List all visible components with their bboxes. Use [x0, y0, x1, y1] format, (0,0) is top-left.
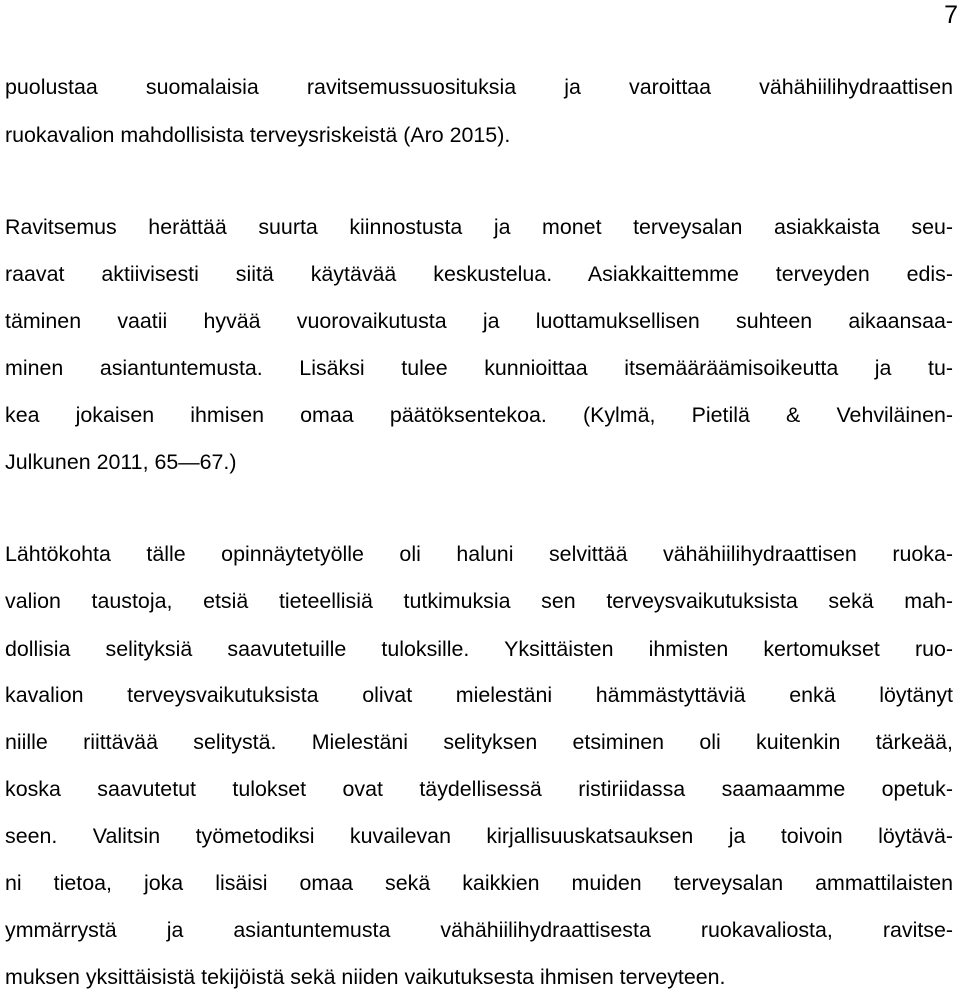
text-line: Ravitsemus herättää suurta kiinnostusta ja monet terveysalan asiakkaista seu-: [5, 215, 953, 239]
text-line: Julkunen 2011, 65—67.): [5, 450, 237, 474]
text-line: dollisia selityksiä saavutetuille tuloksille. Yksittäisten ihmisten kertomukset ruo-: [5, 637, 953, 661]
page-number: 7: [944, 1, 958, 29]
text-line: koska saavutetut tulokset ovat täydellisessä ristiriidassa saamaamme opetuk-: [5, 777, 953, 801]
text-line: raavat aktiivisesti siitä käytävää keskustelua. Asiakkaittemme terveyden edis-: [5, 262, 953, 286]
text-line: ruokavalion mahdollisista terveysriskeistä (Aro 2015).: [5, 123, 511, 147]
text-line: muksen yksittäisistä tekijöistä sekä niiden vaikutuksesta ihmisen terveyteen.: [5, 965, 726, 989]
text-line: minen asiantuntemusta. Lisäksi tulee kunnioittaa itsemääräämisoikeutta ja tu-: [5, 356, 953, 380]
text-line: Lähtökohta tälle opinnäytetyölle oli haluni selvittää vähähiilihydraattisen ruoka-: [5, 542, 953, 566]
text-line: puolustaa suomalaisia ravitsemussuosituksia ja varoittaa vähähiilihydraattisen: [5, 75, 953, 99]
text-line: ni tietoa, joka lisäisi omaa sekä kaikkien muiden terveysalan ammattilaisten: [5, 871, 953, 895]
text-line: kea jokaisen ihmisen omaa päätöksentekoa. (Kylmä, Pietilä & Vehviläinen-: [5, 403, 953, 427]
text-line: niille riittävää selitystä. Mielestäni selityksen etsiminen oli kuitenkin tärkeää,: [5, 730, 953, 754]
text-line: seen. Valitsin työmetodiksi kuvailevan kirjallisuuskatsauksen ja toivoin löytävä-: [5, 824, 953, 848]
text-line: valion taustoja, etsiä tieteellisiä tutkimuksia sen terveysvaikutuksista sekä mah-: [5, 589, 953, 613]
text-line: täminen vaatii hyvää vuorovaikutusta ja luottamuksellisen suhteen aikaansaa-: [5, 309, 953, 333]
text-line: kavalion terveysvaikutuksista olivat mielestäni hämmästyttäviä enkä löytänyt: [5, 683, 953, 707]
text-line: ymmärrystä ja asiantuntemusta vähähiilihydraattisesta ruokavaliosta, ravitse-: [5, 918, 953, 942]
